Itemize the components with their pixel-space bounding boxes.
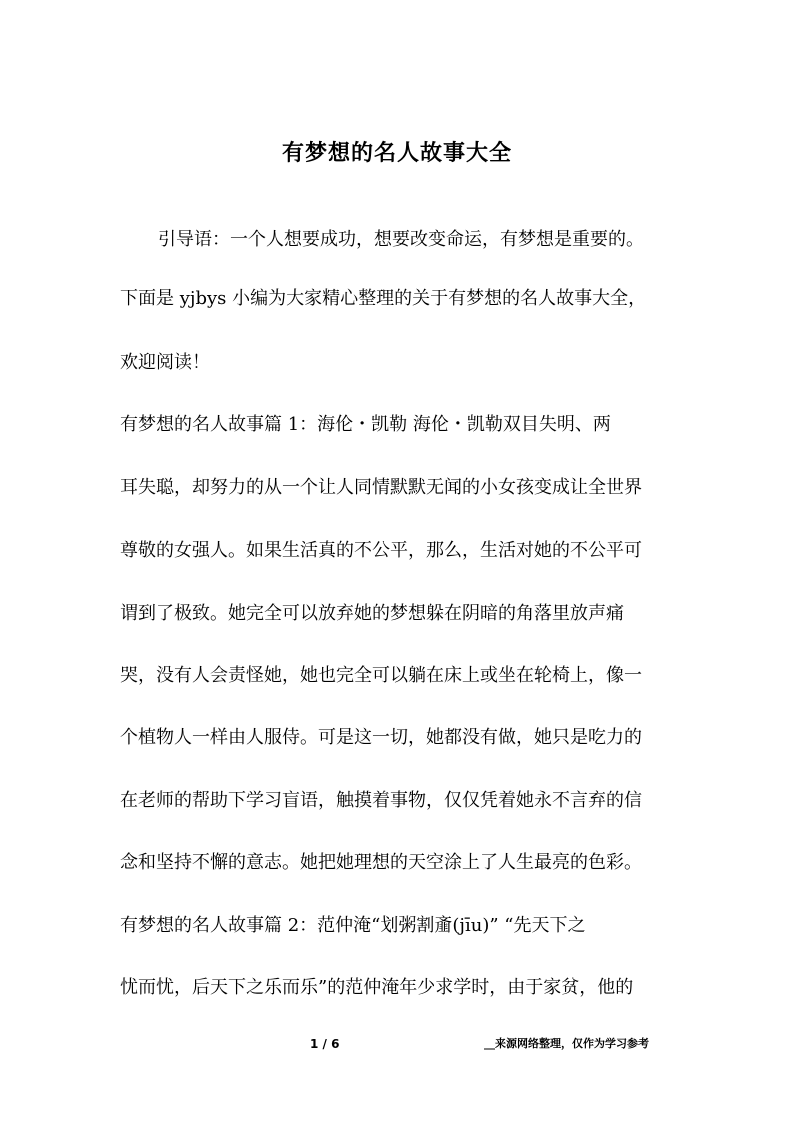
paragraph-line-1: 引导语：一个人想要成功，想要改变命运，有梦想是重要的。 — [158, 229, 644, 250]
paragraph-line-11: 念和坚持不懈的意志。她把她理想的天空涂上了人生最亮的色彩。 — [120, 852, 642, 873]
paragraph-line-3: 欢迎阅读！ — [120, 352, 210, 373]
page-number: 1 / 6 — [310, 1037, 340, 1051]
paragraph-line-9: 个植物人一样由人服侍。可是这一切，她都没有做，她只是吃力的 — [120, 727, 642, 748]
paragraph-line-6: 尊敬的女强人。如果生活真的不公平，那么，生活对她的不公平可 — [120, 540, 642, 561]
paragraph-line-13: 忧而忧，后天下之乐而乐”的范仲淹年少求学时，由于家贫，他的 — [120, 977, 634, 998]
paragraph-line-10: 在老师的帮助下学习盲语，触摸着事物，仅仅凭着她永不言弃的信 — [120, 790, 642, 811]
paragraph-line-8: 哭，没有人会责怪她，她也完全可以躺在床上或坐在轮椅上，像一 — [120, 665, 642, 686]
paragraph-line-4: 有梦想的名人故事篇 1：海伦・凯勒 海伦・凯勒双目失明、两 — [120, 414, 611, 435]
paragraph-line-12: 有梦想的名人故事篇 2：范仲淹“划粥割齑(jīu)” “先天下之 — [120, 915, 586, 936]
footer-note: __来源网络整理，仅作为学习参考 — [484, 1037, 649, 1050]
document-title: 有梦想的名人故事大全 — [281, 140, 512, 166]
paragraph-line-7: 谓到了极致。她完全可以放弃她的梦想躲在阴暗的角落里放声痛 — [120, 603, 624, 624]
paragraph-line-5: 耳失聪，却努力的从一个让人同情默默无闻的小女孩变成让全世界 — [120, 477, 642, 498]
paragraph-line-2: 下面是 yjbys 小编为大家精心整理的关于有梦想的名人故事大全， — [120, 288, 647, 309]
